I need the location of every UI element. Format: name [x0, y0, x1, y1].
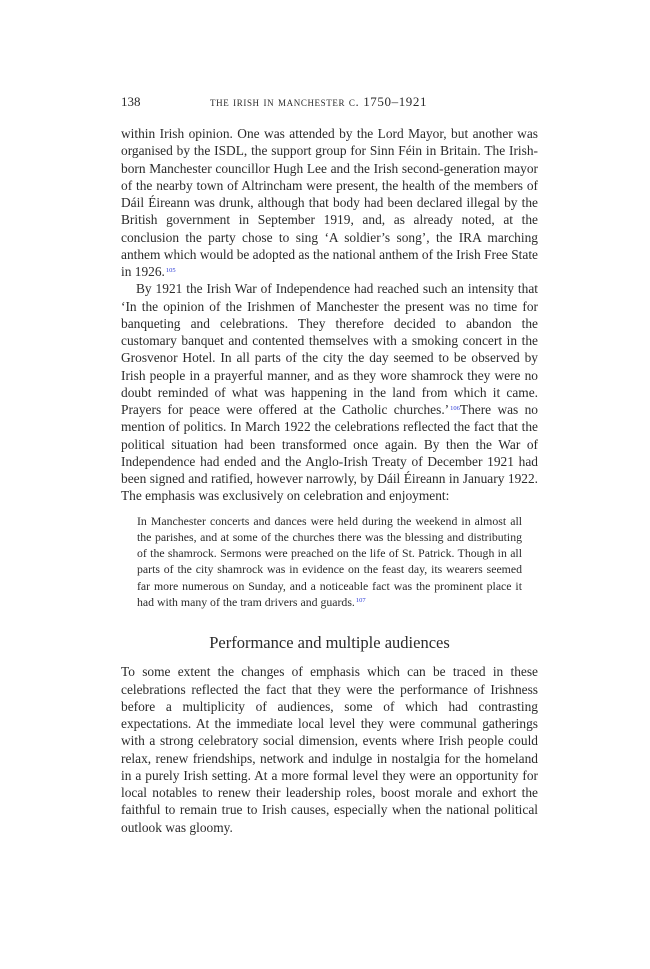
page-header [121, 94, 538, 112]
paragraph-continued [121, 125, 538, 280]
paragraph-text: By 1921 the Irish War of Independence had reached such an intensity that ‘In the opinion of the Irishmen of Manchester the present was no time for banqueting and celebrations. They therefore decided to abandon the customary banquet and contented themselves with a smoking concert in the Grosvenor Hotel. In all parts of the city the day seemed to be observed by Irish people in a prayerful manner, and as they wore shamrock they were no doubt reminded of what was happening in the land from which it came. Prayers for peace were offered at the Catholic churches.’ [121, 281, 538, 417]
section-paragraph: To some extent the changes of emphasis which can be traced in these celebrations reflected the fact that they were the performance of Irishness before a multiplicity of audiences, some of which had contrasting expectations. At the immediate local level they were communal gatherings with a strong celebratory social dimension, events where Irish people could relax, renew friendships, network and indulge in nostalgia for the homeland in a purely Irish setting. At a more formal level they were an opportunity for local notables to renew their leadership roles, boost morale and exhort the faithful to remain true to Irish causes, especially when the national political outlook was gloomy. [121, 664, 538, 835]
page-body [121, 125, 538, 836]
block-quote [137, 513, 522, 611]
footnote-ref-107[interactable]: 107 [355, 596, 366, 604]
footnote-ref-105[interactable]: 105 [165, 267, 176, 274]
paragraph-text: within Irish opinion. One was attended by the Lord Mayor, but another was organised by the ISDL, the support group for Sinn Féin in Britain. The Irish-born Manchester councillor Hugh Lee and the Irish second-generation mayor of the nearby town of Altrincham were present, the health of the members of Dáil Éireann was drunk, although that body had been declared illegal by the British government in September 1919, and, as already noted, at the conclusion the party chose to sing ‘A soldier’s song’, the IRA marching anthem which would be adopted as the national anthem of the Irish Free State in 1926. [121, 126, 538, 279]
paragraph-1921 [121, 280, 538, 504]
footnote-ref-106[interactable]: 106 [450, 405, 460, 412]
block-quote-text [137, 513, 522, 611]
section-heading: Performance and multiple audiences [209, 633, 450, 653]
paragraph-text: There was no mention of politics. In March 1922 the celebrations reflected the fact that the political situation had been transformed once again. By then the War of Independence had ended and the Anglo-Irish Treaty of December 1921 had been signed and ratified, however narrowly, by Dáil Éireann in January 1922. The emphasis was exclusively on celebration and enjoyment: [121, 402, 538, 504]
quote-text: In Manchester concerts and dances were held during the weekend in almost all the parishes, and at some of the churches there was the blessing and distributing of the shamrock. Sermons were preached on the life of St. Patrick. Though in all parts of the city shamrock was in evidence on the feast day, its wearers seemed far more numerous on Sunday, and a noticeable fact was the prominent place it had with many of the tram drivers and guards. [137, 513, 522, 609]
page-number: 138 [121, 94, 141, 109]
running-head: the irish in manchester c. 1750–1921 [210, 94, 428, 109]
